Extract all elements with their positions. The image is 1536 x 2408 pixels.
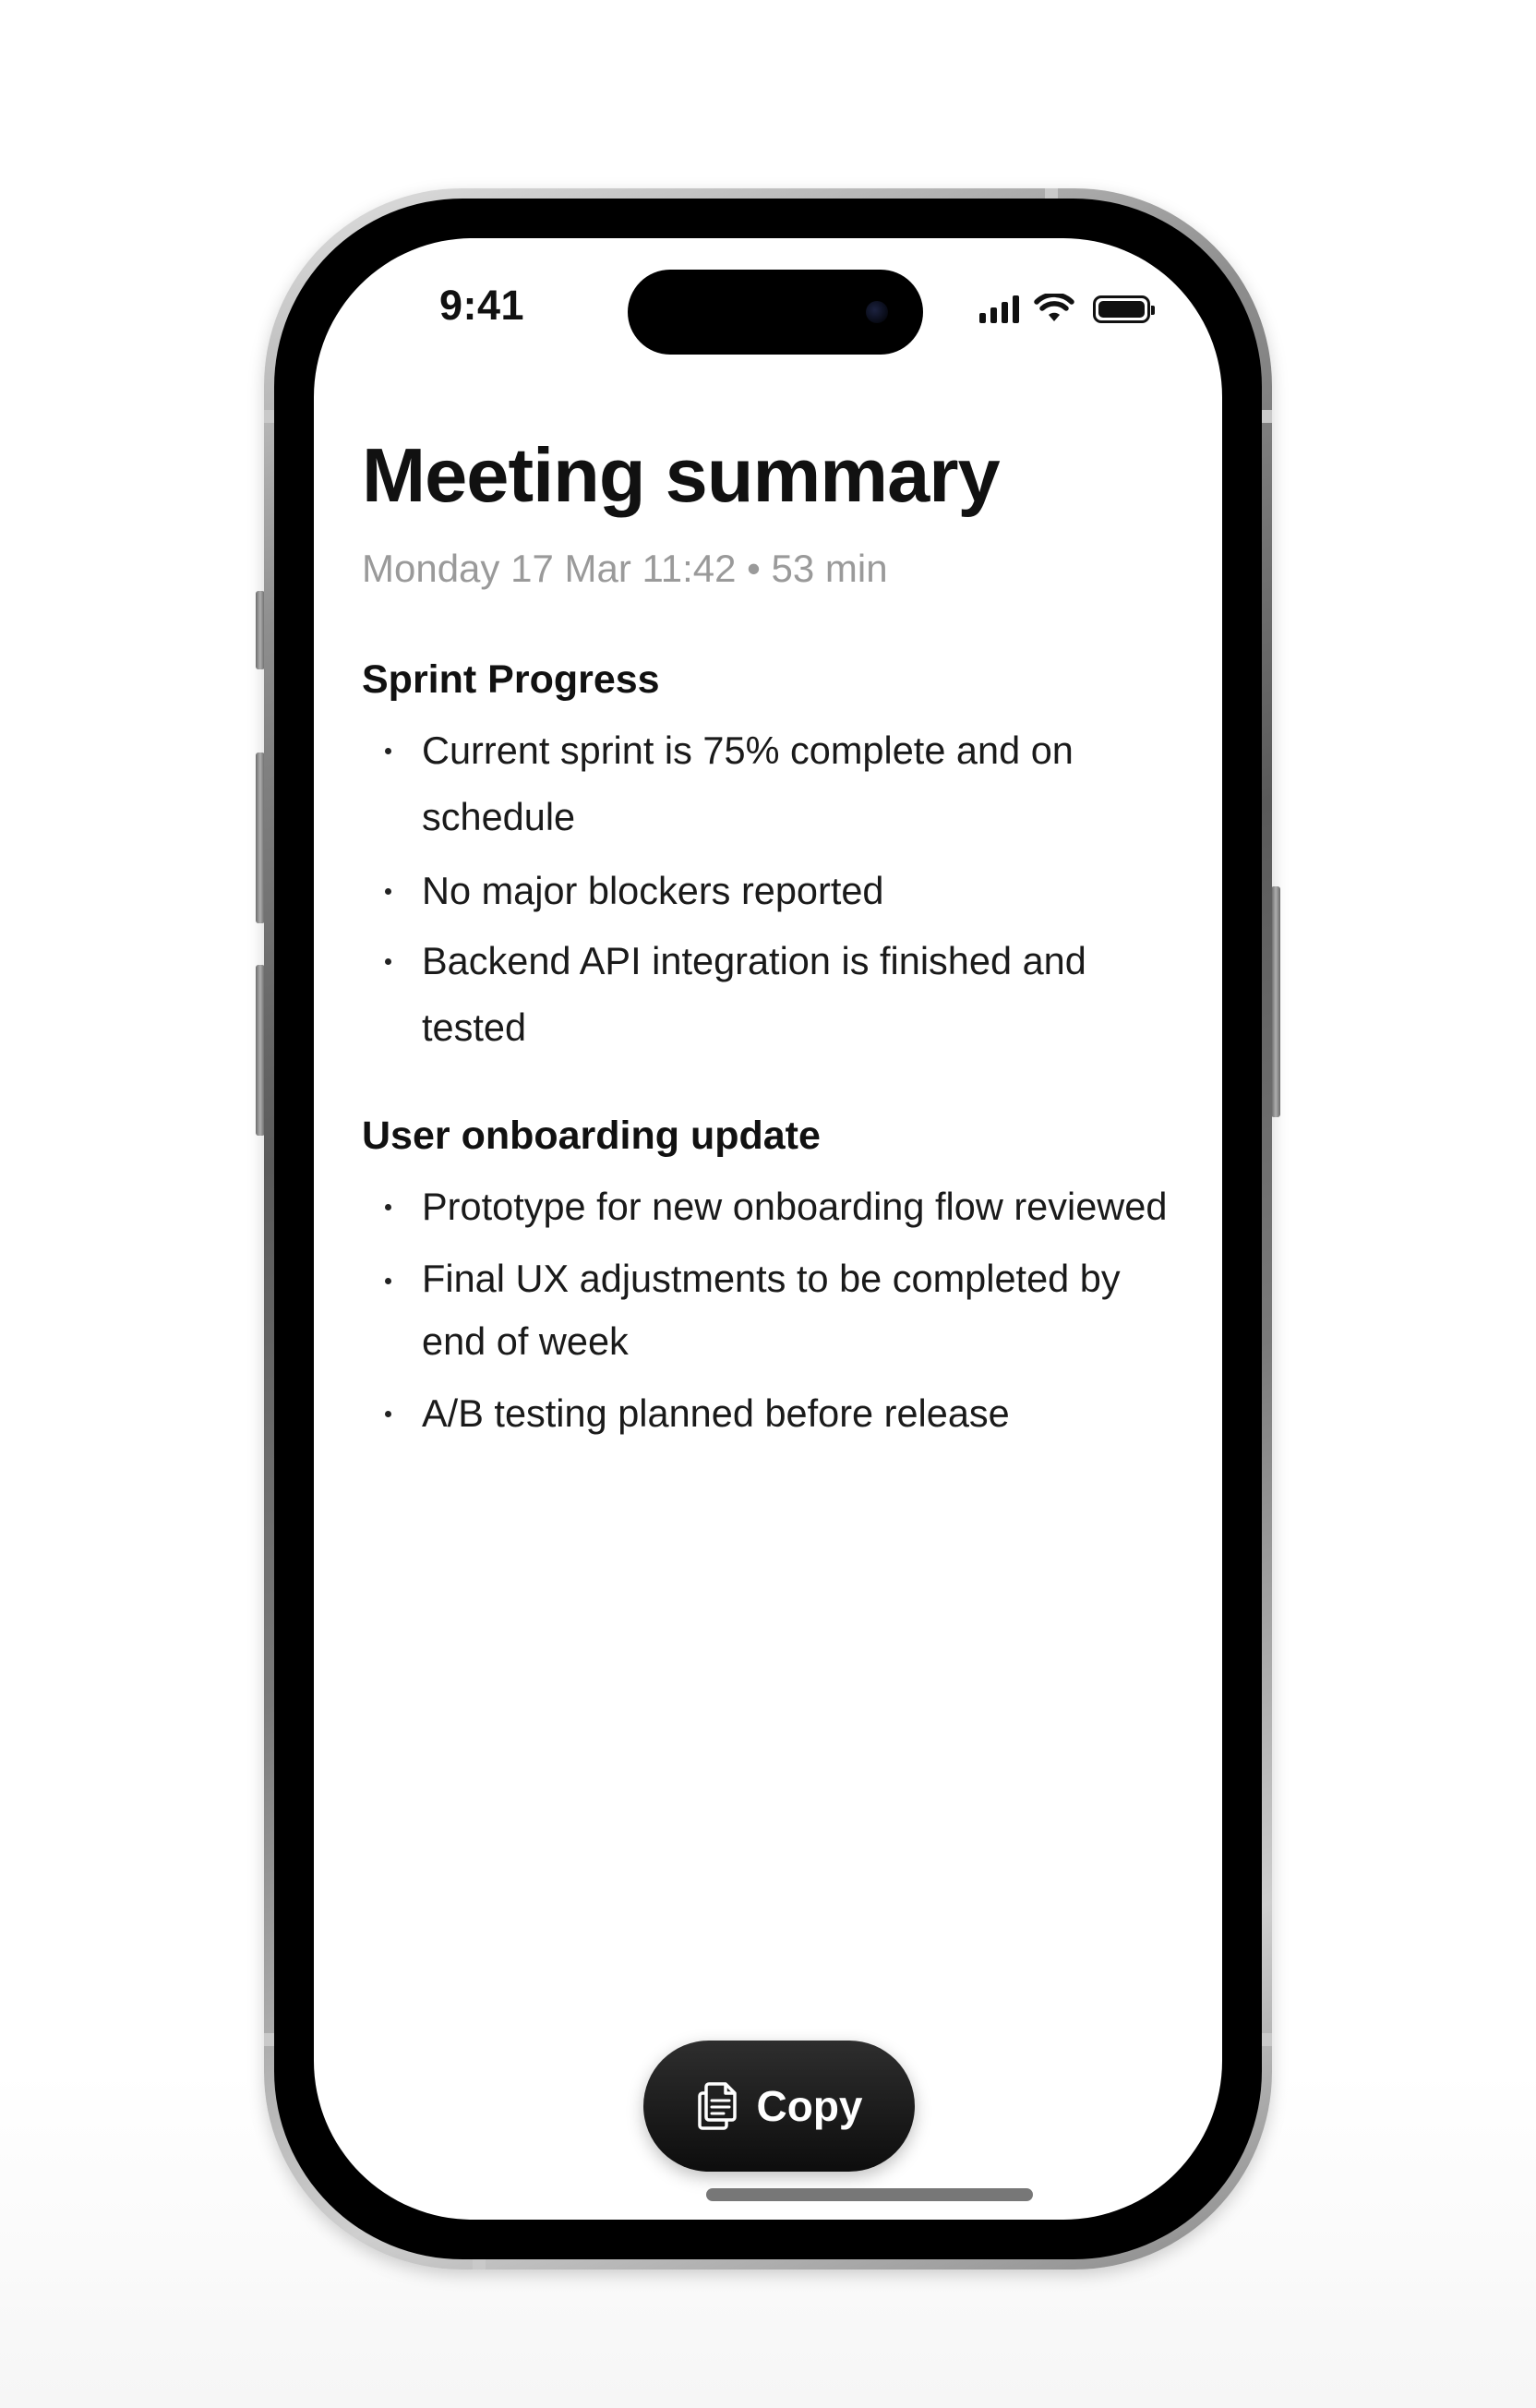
status-time: 9:41 (439, 282, 525, 329)
copy-button[interactable] (643, 2041, 915, 2172)
bullet-dot-icon (385, 1278, 391, 1284)
copy-documents-icon (696, 2080, 738, 2132)
list-item (362, 1380, 1174, 1447)
list-item (362, 717, 1174, 850)
section-user-onboarding (362, 1113, 1174, 1447)
home-indicator[interactable] (706, 2188, 1033, 2201)
bullet-dot-icon (385, 1411, 391, 1417)
list-item-text: Backend API integration is finished and tested (422, 938, 1086, 1049)
wifi-icon (1034, 294, 1074, 323)
list-item (362, 1174, 1174, 1240)
summary-content (362, 432, 1174, 1447)
list-item-text: No major blockers reported (422, 868, 884, 912)
list-item (362, 928, 1174, 1061)
list-item-text: Final UX adjustments to be completed by end of week (422, 1256, 1121, 1363)
front-camera-icon (866, 301, 888, 323)
phone-frame (264, 188, 1272, 2270)
list-item-text: Current sprint is 75% complete and on schedule (422, 728, 1074, 838)
bullet-dot-icon (385, 958, 391, 965)
phone-screen (314, 238, 1222, 2220)
copy-button-label: Copy (756, 2082, 863, 2130)
meeting-meta: Monday 17 Mar 11:42 • 53 min (362, 547, 888, 590)
list-item-text: A/B testing planned before release (422, 1391, 1010, 1435)
bullet-dot-icon (385, 748, 391, 754)
signal-icon (979, 295, 1019, 323)
section-heading: Sprint Progress (362, 657, 660, 703)
page-title: Meeting summary (362, 432, 1000, 518)
status-icons (979, 290, 1150, 323)
bullet-dot-icon (385, 888, 391, 895)
dynamic-island (628, 270, 923, 355)
list-item-text: Prototype for new onboarding flow reviewed (422, 1184, 1168, 1228)
list-item (362, 1247, 1174, 1373)
section-sprint-progress (362, 656, 1174, 1061)
section-heading: User onboarding update (362, 1113, 821, 1158)
bullet-list (362, 717, 1174, 1061)
bullet-dot-icon (385, 1204, 391, 1210)
phone-bezel (274, 199, 1262, 2259)
power-button (1271, 886, 1280, 1117)
list-item (362, 858, 1174, 924)
bullet-list (362, 1174, 1174, 1447)
battery-icon (1093, 295, 1150, 323)
